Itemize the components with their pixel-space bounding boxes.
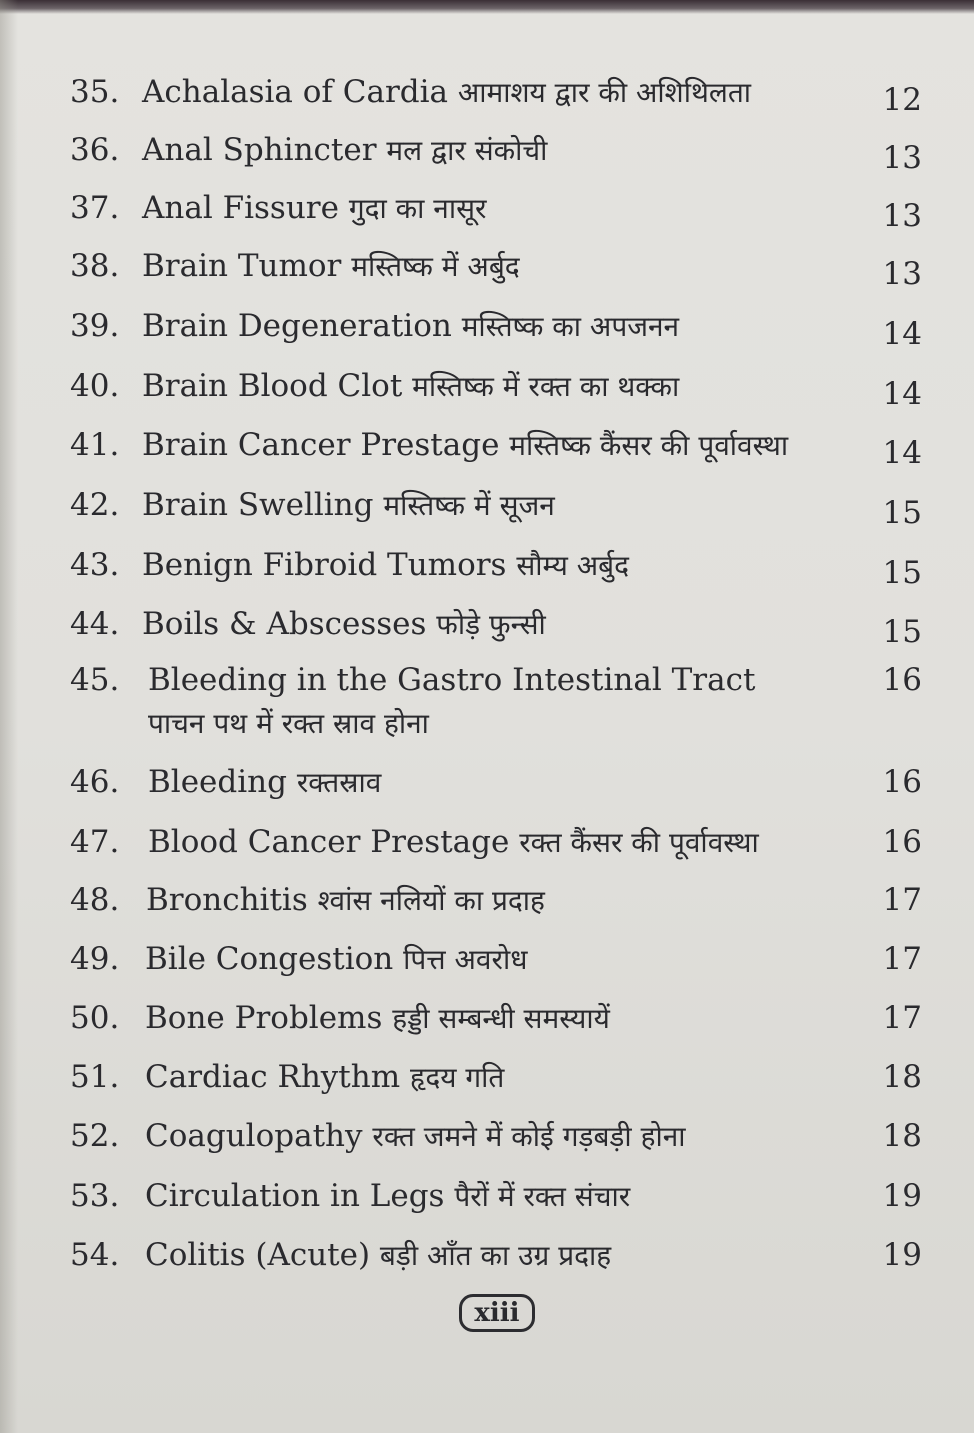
- entry-title-hindi: मल द्वार संकोची: [386, 134, 548, 167]
- entry-number: 47.: [70, 824, 120, 860]
- entry-page-number: 17: [882, 1000, 922, 1036]
- toc-entry: [0, 485, 974, 543]
- toc-entry: [0, 762, 974, 820]
- entry-title-english: Anal Sphincter: [142, 132, 377, 168]
- entry-title-english: Anal Fissure: [142, 190, 339, 226]
- entry-number: 44.: [70, 606, 120, 642]
- toc-entry: [0, 822, 974, 880]
- entry-page-number: 13: [882, 256, 922, 292]
- toc-entry: [0, 998, 974, 1056]
- toc-entry: [0, 1176, 974, 1234]
- entry-number: 42.: [70, 487, 120, 523]
- toc-entry: [0, 188, 974, 246]
- entry-page-number: 16: [882, 662, 922, 698]
- entry-number: 35.: [70, 74, 120, 110]
- entry-title-english: Circulation in Legs: [145, 1178, 445, 1214]
- entry-title-hindi: मस्तिष्क का अपजनन: [461, 310, 680, 343]
- toc-entry: [0, 425, 974, 483]
- entry-title: [145, 1235, 865, 1276]
- entry-number: 41.: [70, 427, 120, 463]
- entry-page-number: 14: [882, 376, 922, 412]
- entry-title-hindi: रक्त कैंसर की पूर्वावस्था: [519, 826, 759, 859]
- entry-number: 46.: [70, 764, 120, 800]
- entry-title-hindi: हृदय गति: [409, 1061, 505, 1094]
- toc-entry: [0, 1057, 974, 1115]
- entry-title-hindi: मस्तिष्क में अर्बुद: [351, 250, 520, 283]
- entry-title: [146, 880, 866, 921]
- entry-title-hindi: मस्तिष्क में सूजन: [383, 489, 555, 522]
- toc-entry: [0, 1116, 974, 1174]
- page-number-footer: xiii: [459, 1294, 535, 1332]
- entry-page-number: 15: [882, 614, 922, 650]
- entry-page-number: 12: [882, 82, 922, 118]
- entry-title: [142, 425, 862, 466]
- entry-page-number: 17: [882, 941, 922, 977]
- toc-entry: [0, 939, 974, 997]
- entry-page-number: 14: [882, 316, 922, 352]
- entry-title: [145, 1057, 865, 1098]
- entry-title-hindi: गुदा का नासूर: [348, 192, 487, 225]
- entry-title: [142, 366, 862, 407]
- entry-title-hindi: बड़ी आँत का उग्र प्रदाह: [379, 1239, 612, 1272]
- entry-title: [142, 130, 862, 171]
- entry-title-english: Brain Tumor: [142, 248, 342, 284]
- entry-number: 38.: [70, 248, 120, 284]
- entry-title-english: Coagulopathy: [145, 1118, 363, 1154]
- entry-number: 48.: [70, 882, 120, 918]
- toc-entry: [0, 72, 974, 130]
- entry-page-number: 14: [882, 435, 922, 471]
- entry-page-number: 17: [882, 882, 922, 918]
- entry-title-english: Bone Problems: [145, 1000, 383, 1036]
- entry-page-number: 13: [882, 140, 922, 176]
- entry-title-hindi: मस्तिष्क कैंसर की पूर्वावस्था: [509, 429, 789, 462]
- entry-page-number: 16: [882, 824, 922, 860]
- entry-page-number: 19: [882, 1237, 922, 1273]
- entry-title: [145, 1116, 865, 1157]
- entry-title-english: Cardiac Rhythm: [145, 1059, 401, 1095]
- entry-number: 43.: [70, 547, 120, 583]
- toc-entry: [0, 306, 974, 364]
- entry-title: [148, 822, 868, 863]
- entry-title-english: Bile Congestion: [145, 941, 394, 977]
- entry-title-english: Blood Cancer Prestage: [148, 824, 510, 860]
- toc-entry: [0, 246, 974, 304]
- entry-number: 37.: [70, 190, 120, 226]
- entry-title: [142, 188, 862, 229]
- entry-title-hindi: सौम्य अर्बुद: [516, 549, 629, 582]
- toc-entry: [0, 130, 974, 188]
- entry-title: [145, 1176, 865, 1217]
- entry-number: 52.: [70, 1118, 120, 1154]
- entry-title-hindi: हड्डी सम्बन्धी समस्यायें: [392, 1002, 610, 1035]
- entry-title-hindi: पाचन पथ में रक्त स्राव होना: [148, 707, 429, 740]
- entry-title-hindi: फोड़े फुन्सी: [436, 608, 546, 641]
- entry-number: 51.: [70, 1059, 120, 1095]
- entry-title-hindi: पित्त अवरोध: [403, 943, 528, 976]
- entry-title: [145, 998, 865, 1039]
- entry-number: 40.: [70, 368, 120, 404]
- entry-title: [148, 762, 868, 803]
- entry-title-english: Bleeding: [148, 764, 287, 800]
- entry-page-number: 16: [882, 764, 922, 800]
- entry-number: 54.: [70, 1237, 120, 1273]
- toc-entry: [0, 604, 974, 662]
- entry-title-hindi: मस्तिष्क में रक्त का थक्का: [412, 370, 680, 403]
- entry-title-english: Benign Fibroid Tumors: [142, 547, 507, 583]
- entry-title: [145, 939, 865, 980]
- entry-title-hindi: पैरों में रक्त संचार: [454, 1180, 631, 1213]
- page-top-edge: [0, 0, 974, 14]
- toc-entry: [0, 660, 974, 760]
- entry-title-english: Achalasia of Cardia: [142, 74, 449, 110]
- toc-entry: [0, 366, 974, 424]
- entry-title-english: Brain Degeneration: [142, 308, 452, 344]
- entry-title: [142, 545, 862, 586]
- entry-page-number: 15: [882, 495, 922, 531]
- entry-number: 39.: [70, 308, 120, 344]
- entry-title-hindi: रक्तस्राव: [296, 766, 382, 799]
- entry-title-hindi: आमाशय द्वार की अशिथिलता: [457, 76, 752, 109]
- entry-title: [142, 604, 862, 645]
- entry-title: [142, 72, 862, 113]
- entry-title-english: Bleeding in the Gastro Intestinal Tract: [148, 662, 756, 698]
- toc-entry: [0, 1235, 974, 1293]
- entry-title-english: Boils & Abscesses: [142, 606, 427, 642]
- toc-entry: [0, 880, 974, 938]
- entry-page-number: 18: [882, 1059, 922, 1095]
- entry-number: 45.: [70, 662, 120, 698]
- toc-entry: [0, 545, 974, 603]
- entry-number: 53.: [70, 1178, 120, 1214]
- entry-page-number: 19: [882, 1178, 922, 1214]
- entry-title-english: Bronchitis: [146, 882, 308, 918]
- entry-title: [142, 485, 862, 526]
- entry-number: 36.: [70, 132, 120, 168]
- entry-title-english: Brain Swelling: [142, 487, 374, 523]
- entry-title-english: Colitis (Acute): [145, 1237, 371, 1273]
- entry-page-number: 15: [882, 555, 922, 591]
- entry-title-hindi: रक्त जमने में कोई गड़बड़ी होना: [372, 1120, 686, 1153]
- entry-title: [142, 246, 862, 287]
- entry-title-english: Brain Cancer Prestage: [142, 427, 500, 463]
- entry-number: 49.: [70, 941, 120, 977]
- entry-title-hindi: श्वांस नलियों का प्रदाह: [317, 884, 545, 917]
- entry-number: 50.: [70, 1000, 120, 1036]
- entry-page-number: 13: [882, 198, 922, 234]
- entry-page-number: 18: [882, 1118, 922, 1154]
- entry-title: [142, 306, 862, 347]
- entry-title-english: Brain Blood Clot: [142, 368, 403, 404]
